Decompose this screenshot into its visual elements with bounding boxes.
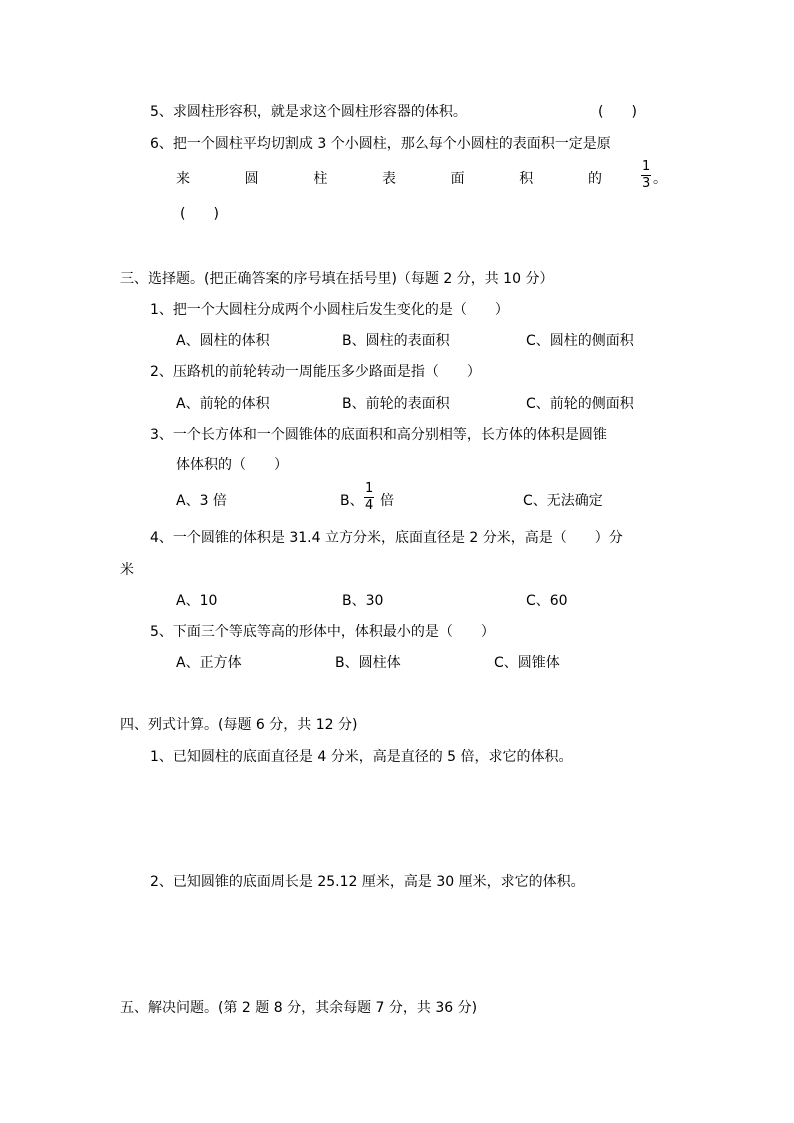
choice-q2-option-c[interactable]: C、前轮的侧面积: [526, 396, 634, 412]
choice-q4-option-a[interactable]: A、10: [176, 593, 218, 609]
calc-q2-text: 2、已知圆锥的底面周长是 25.12 厘米，高是 30 厘米，求它的体积。: [150, 874, 585, 890]
choice-q3-option-a[interactable]: A、3 倍: [176, 493, 227, 509]
fraction-denominator: 4: [365, 498, 374, 513]
choice-q2-option-a[interactable]: A、前轮的体积: [176, 396, 270, 412]
choice-q5-option-a[interactable]: A、正方体: [176, 655, 242, 671]
judge-q6-char: 的: [587, 171, 602, 187]
judge-q5-text: 5、求圆柱形容积，就是求这个圆柱形容器的体积。: [150, 104, 467, 120]
choice-q5-option-b[interactable]: B、圆柱体: [335, 655, 401, 671]
section5-title: 五、解决问题。(第 2 题 8 分，其余每题 7 分，共 36 分): [120, 1000, 478, 1016]
judge-q6-period: 。: [653, 171, 667, 187]
choice-q4-text-cont: 米: [120, 562, 134, 578]
calc-q1-text: 1、已知圆柱的底面直径是 4 分米，高是直径的 5 倍，求它的体积。: [150, 749, 573, 765]
choice-q3-option-b-suffix[interactable]: 倍: [380, 493, 394, 509]
fraction-numerator: 1: [642, 159, 651, 174]
choice-q1-text: 1、把一个大圆柱分成两个小圆柱后发生变化的是（ ）: [150, 302, 509, 318]
choice-q4-text: 4、一个圆锥的体积是 31.4 立方分米，底面直径是 2 分米，高是（ ）分: [150, 530, 623, 546]
fraction-one-third: [641, 160, 651, 191]
choice-q2-text: 2、压路机的前轮转动一周能压多少路面是指（ ）: [150, 364, 481, 380]
judge-q6-line2: [176, 169, 602, 189]
fraction-numerator: 1: [365, 481, 374, 496]
choice-q5-text: 5、下面三个等底等高的形体中，体积最小的是（ ）: [150, 624, 495, 640]
choice-q3-text: 3、一个长方体和一个圆锥体的底面积和高分别相等，长方体的体积是圆锥: [150, 427, 607, 443]
judge-q6-answer-paren[interactable]: ( ): [180, 206, 219, 222]
choice-q1-option-c[interactable]: C、圆柱的侧面积: [526, 333, 634, 349]
choice-q1-option-b[interactable]: B、圆柱的表面积: [342, 333, 450, 349]
judge-q6-char: 面: [450, 171, 465, 187]
judge-q6-char: 圆: [244, 171, 259, 187]
choice-q5-option-c[interactable]: C、圆锥体: [494, 655, 560, 671]
choice-q4-option-c[interactable]: C、60: [526, 593, 568, 609]
judge-q5-answer-paren[interactable]: ( ): [598, 104, 637, 120]
section3-title: 三、选择题。(把正确答案的序号填在括号里)（每题 2 分，共 10 分）: [120, 271, 554, 287]
choice-q1-option-a[interactable]: A、圆柱的体积: [176, 333, 270, 349]
fraction-denominator: 3: [642, 176, 651, 191]
choice-q3-option-c[interactable]: C、无法确定: [523, 493, 603, 509]
fraction-one-quarter: [364, 482, 374, 513]
choice-q4-option-b[interactable]: B、30: [342, 593, 384, 609]
judge-q6-char: 表: [381, 171, 396, 187]
judge-q6-char: 来: [176, 171, 190, 187]
judge-q6-char: 柱: [313, 171, 328, 187]
choice-q3-option-b-prefix[interactable]: B、: [340, 493, 364, 509]
section4-title: 四、列式计算。(每题 6 分，共 12 分): [120, 717, 358, 733]
judge-q6-text: 6、把一个圆柱平均切割成 3 个小圆柱，那么每个小圆柱的表面积一定是原: [150, 136, 611, 152]
judge-q6-char: 积: [519, 171, 534, 187]
choice-q2-option-b[interactable]: B、前轮的表面积: [342, 396, 450, 412]
choice-q3-text-cont: 体体积的（ ）: [176, 457, 288, 473]
